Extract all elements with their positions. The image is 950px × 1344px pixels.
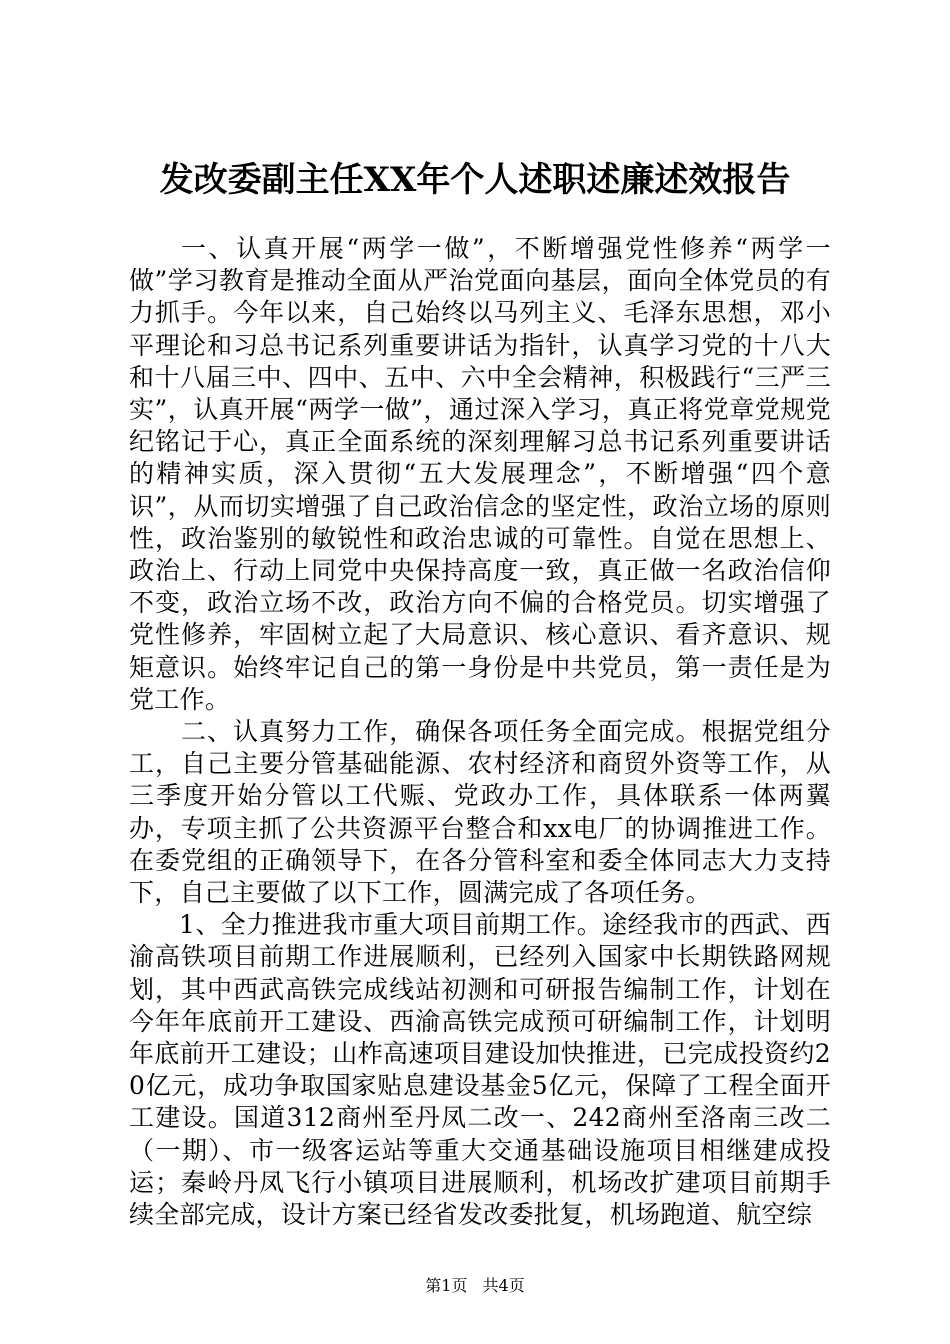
document-body [129,233,831,1231]
page-total: 共4页 [482,1276,525,1295]
paragraph-1: 一、认真开展“两学一做”，不断增强党性修养“两学一做”学习教育是推动全面从严治党面向基层，面向全体党员的有力抓手。今年以来，自己始终以马列主义、毛泽东思想，邓小平理论和习总书记系列重要讲话为指针，认真学习党的十八大和十八届三中、四中、五中、六中全会精神，积极践行“三严三实”，认真开展“两学一做”，通过深入学习，真正将党章党规党纪铭记于心，真正全面系统的深刻理解习总书记系列重要讲话的精神实质，深入贯彻“五大发展理念”，不断增强“四个意识”，从而切实增强了自己政治信念的坚定性，政治立场的原则性，政治鉴别的敏锐性和政治忠诚的可靠性。自觉在思想上、政治上、行动上同党中央保持高度一致，真正做一名政治信仰不变，政治立场不改，政治方向不偏的合格党员。切实增强了党性修养，牢固树立起了大局意识、核心意识、看齐意识、规矩意识。始终牢记自己的第一身份是中共党员，第一责任是为党工作。 [129,234,831,714]
document-title: 发改委副主任XX年个人述职述廉述效报告 [159,160,791,200]
page-number: 第1页 [425,1276,468,1295]
paragraph-3: 1、全力推进我市重大项目前期工作。途经我市的西武、西渝高铁项目前期工作进展顺利，已经列入国家中长期铁路网规划，其中西武高铁完成线站初测和可研报告编制工作，计划在今年年底前开工建设、西渝高铁完成预可研编制工作，计划明年底前开工建设；山柞高速项目建设加快推进，已完成投资约20亿元，成功争取国家贴息建设基金5亿元，保障了工程全面开工建设。国道312商州至丹凤二改一、242商州至洛南三改二（一期）、市一级客运站等重大交通基础设施项目相继建成投运；秦岭丹凤飞行小镇项目进展顺利，机场改扩建项目前期手续全部完成，设计方案已经省发改委批复，机场跑道、航空综 [129,910,831,1230]
page-footer [0,1275,950,1297]
paragraph-2: 二、认真努力工作，确保各项任务全面完成。根据党组分工，自己主要分管基础能源、农村经济和商贸外资等工作，从三季度开始分管以工代赈、党政办工作，具体联系一体两翼办，专项主抓了公共资源平台整合和xx电厂的协调推进工作。在委党组的正确领导下，在各分管科室和委全体同志大力支持下，自己主要做了以下工作，圆满完成了各项任务。 [129,717,831,908]
